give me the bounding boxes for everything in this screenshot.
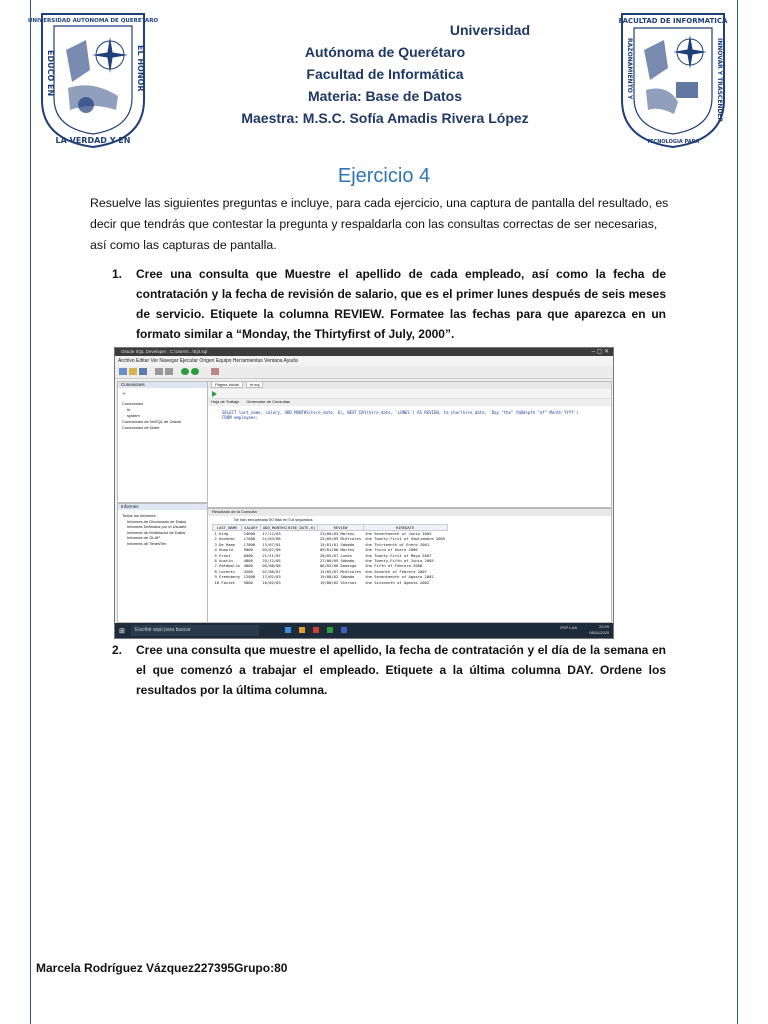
question-2-text: Cree una consulta que muestre el apellido, la fecha de contratación y el día de la semana en el que comenzó a trabajar el empleado. Etiquete a la última columna DAY. Ordene los resultados por la última columna. [136, 643, 666, 697]
results-cell: 24000 [243, 531, 256, 536]
results-cell: 4200 [243, 568, 253, 574]
results-cell: 4 Hunold [214, 547, 233, 553]
results-cell: 9 Greenberg [214, 574, 240, 580]
results-cell: 03/07/06 [262, 547, 281, 553]
svg-text:EL HONOR: EL HONOR [136, 45, 145, 92]
results-cell: 13/07/01 [262, 541, 281, 547]
results-cell: 6 Austin [214, 558, 233, 564]
results-cell: the Sixteenth of Agosto 2002 [365, 579, 430, 585]
language-indicator[interactable]: ESP LAA [560, 625, 577, 630]
taskbar-browser-icon[interactable] [313, 627, 319, 633]
question-1-number: 1. [112, 267, 123, 281]
question-1-text: Cree una consulta que Muestre el apellido de cada empleado, así como la fecha de contratación y la fecha de revisión de salario, que es el primer lunes después de seis meses de servicio. Etiquete la columna REVIEW. Formatee las fechas para que aparezca en un formato similar a “Monday, the Thirtyfirst of July, 2000”. [136, 267, 666, 341]
svg-text:UNIVERSIDAD AUTONOMA DE QUERET: UNIVERSIDAD AUTONOMA DE QUERETARO [27, 18, 159, 24]
results-cell: 17/12/03 [262, 531, 281, 536]
sql-developer-screenshot [114, 347, 614, 639]
results-cell: 4800 [243, 558, 253, 564]
clock-date[interactable]: 08/11/2020 [589, 630, 609, 635]
save-icon[interactable] [139, 368, 147, 375]
results-cell: the Twenty-First of Mayo 2007 [365, 552, 432, 558]
results-status: Se han recuperado 50 filas en 0.8 segundos [234, 517, 313, 522]
results-cell: 9000 [243, 547, 253, 553]
page-title: Ejercicio 4 [337, 165, 431, 187]
results-cell: 06/02/06 Domingo [319, 563, 357, 569]
menu-bar[interactable] [115, 356, 613, 366]
results-title[interactable]: Resultado de la Consulta [208, 509, 611, 516]
results-cell: 28/05/07 Lunes [319, 552, 352, 558]
report-olap[interactable]: Informes de OLAP [127, 535, 160, 541]
report-dictionary[interactable]: Informes de Diccionario de Datos [127, 518, 187, 524]
sql-editor[interactable]: SELECT last_name, salary, ADD_MONTHS(hire_date, 6), NEXT_DAY(hire_date, 'LUNES') AS REVIEW, to_char(hire_date, 'Day "the" fmDdspth "of" Month YYYY') FROM employees; [222, 410, 579, 421]
results-cell: 16/02/03 [262, 579, 281, 585]
results-cell: 07/08/07 [262, 568, 281, 574]
results-cell: 17000 [243, 536, 256, 542]
taskbar-chat-icon[interactable] [327, 627, 333, 633]
toolbar [115, 366, 613, 379]
taskbar-folder-icon[interactable] [299, 627, 305, 633]
connections-title: Conexiones [118, 382, 318, 388]
taskbar-app-icon[interactable] [285, 627, 291, 633]
results-panel [207, 508, 612, 623]
connections-root[interactable]: Conexiones [122, 401, 144, 406]
header-faculty: Facultad de Informática [306, 66, 464, 82]
results-row[interactable] [213, 574, 448, 579]
results-cell: the Twenty-Fifth of Junio 2005 [365, 558, 434, 564]
connection-cloud[interactable]: Conexiones de Nube [122, 425, 160, 430]
results-cell: 19/08/02 Viernes [319, 579, 357, 585]
intro-paragraph: Resuelve las siguientes preguntas e incluye, para cada ejercicio, una captura de pantalla del resultado, es decir que tendrás que contestar la pregunta y respaldarla con las consultas correctas de ser necesarias, así como las capturas de pantalla. [90, 196, 669, 252]
results-cell: the Seventh of Febrero 2007 [365, 568, 427, 574]
windows-taskbar [115, 623, 613, 638]
new-file-icon[interactable] [119, 368, 127, 375]
question-2-number: 2. [112, 643, 123, 657]
results-row[interactable] [213, 580, 448, 585]
results-cell: 2 Kochhar [214, 536, 236, 542]
tab-query-builder[interactable]: Generador de Consultas [246, 399, 290, 404]
results-cell: the Fifth of Febrero 2006 [365, 563, 423, 569]
report-all[interactable]: Todos los Informes [122, 513, 156, 518]
header-subject: Materia: Base de Datos [307, 88, 463, 104]
taskbar-word-icon[interactable] [341, 627, 347, 633]
menu-items[interactable]: Archivo Editar Ver Navegar Ejecutar Origen Equipo Herramientas Ventana Ayuda [118, 358, 298, 364]
results-cell: 12/02/07 Miércoles [319, 568, 362, 574]
run-statement-icon[interactable] [212, 391, 217, 397]
results-column-header[interactable]: LAST_NAME [213, 525, 242, 531]
results-cell: the Twenty-First of Septiembre 2005 [365, 536, 446, 542]
results-cell: the Thirteenth of Enero 2001 [365, 541, 430, 547]
results-cell: 23/06/03 Martes [319, 531, 355, 536]
results-body [213, 531, 448, 586]
reports-title: Informes [118, 504, 318, 510]
results-column-header[interactable]: ADD_MONTHS(HIRE_DATE,6) [260, 525, 318, 531]
results-cell: 25/09/05 Miércoles [319, 536, 362, 542]
results-column-header[interactable]: HIREDATE [363, 525, 447, 531]
results-cell: 21/11/07 [262, 552, 281, 558]
report-user[interactable]: Informes Definidos por el Usuario [127, 524, 187, 530]
clock-time[interactable]: 22:09 [598, 624, 609, 629]
results-cell: the Seventeenth of Junio 2003 [365, 531, 432, 536]
results-cell: 17000 [243, 541, 256, 547]
results-cell: 7 Pataballa [214, 563, 240, 569]
results-cell: 3 De Haan [214, 541, 236, 547]
report-timesten[interactable]: Informes de TimesTen [127, 540, 167, 546]
results-cell: 5 Ernst [214, 552, 231, 558]
results-cell: 4800 [243, 563, 253, 569]
results-cell: 8 Lorentz [214, 568, 236, 574]
results-cell: 05/08/06 [262, 563, 281, 569]
results-cell: 1 King [214, 531, 229, 536]
window-title: Oracle SQL Developer : C:\Users\...\Ej4.sql [121, 349, 208, 354]
svg-text:FACULTAD DE INFORMATICA: FACULTAD DE INFORMATICA [618, 17, 728, 25]
results-cell: 6000 [243, 552, 253, 558]
tab-worksheet[interactable]: Hoja de Trabajo [211, 399, 240, 404]
tab-start-page[interactable]: Página Inicial [211, 381, 243, 388]
windows-start-icon[interactable]: ⊞ [119, 628, 125, 635]
results-cell: the Seventeenth of Agosto 2002 [365, 574, 434, 580]
window-controls-icon[interactable]: – ▢ ✕ [591, 349, 609, 355]
header-university: Universidad [449, 22, 530, 38]
connection-hr[interactable]: hr [127, 407, 131, 412]
header-block [200, 19, 570, 129]
results-column-header[interactable]: REVIEW [318, 525, 363, 531]
svg-text:TECNOLOGIA PARA: TECNOLOGIA PARA [646, 139, 700, 145]
results-cell: 12008 [243, 574, 256, 580]
svg-text:INNOVAR Y TRASCENDER: INNOVAR Y TRASCENDER [716, 38, 723, 123]
results-cell: 17/02/03 [262, 574, 281, 580]
results-cell: 25/12/05 [262, 558, 281, 564]
back-icon[interactable] [181, 368, 189, 375]
forward-icon[interactable] [191, 368, 199, 375]
student-footer: Marcela Rodríguez Vázquez227395Grupo:80 [36, 961, 288, 975]
results-cell: 19/08/02 Sábado [319, 574, 355, 580]
connection-system[interactable]: system [127, 413, 140, 418]
university-seal-logo [27, 10, 159, 150]
open-folder-icon[interactable] [129, 368, 137, 375]
tab-hr-sql[interactable]: hr.sql [246, 381, 264, 388]
header-teacher: Maestra: M.S.C. Sofía Amadis Rivera López [241, 110, 529, 126]
undo-icon[interactable] [155, 368, 163, 375]
results-cell: 21/03/06 [262, 536, 281, 542]
svg-text:LA VERDAD Y EN: LA VERDAD Y EN [55, 136, 131, 145]
results-cell: 09/01/06 Martes [319, 547, 355, 553]
results-cell: 27/06/05 Sábado [319, 558, 355, 564]
faculty-seal-logo [618, 10, 728, 150]
report-modeler[interactable]: Informes de Modelador de Datos [127, 529, 186, 535]
header-autonoma: Autónoma de Querétaro [304, 44, 466, 60]
add-connection-icon[interactable]: + [122, 391, 127, 398]
results-row[interactable] [213, 547, 448, 552]
results-cell: the Third of Enero 2006 [365, 547, 418, 553]
connection-nosql[interactable]: Conexiones de NoSQL de Oracle [122, 419, 182, 424]
results-table[interactable] [212, 524, 448, 585]
results-column-header[interactable]: SALARY [242, 525, 261, 531]
results-cell: 15/01/01 Sábado [319, 541, 355, 547]
taskbar-search-input[interactable]: Escribir aquí para buscar [135, 627, 191, 633]
svg-text:RAZONAMIENTO Y: RAZONAMIENTO Y [626, 38, 633, 100]
window-titlebar [115, 348, 613, 356]
svg-text:EDUCO EN: EDUCO EN [46, 50, 55, 97]
results-cell: 9000 [243, 579, 253, 585]
results-cell: 10 Faviet [214, 579, 236, 585]
worksheet-panel [207, 381, 612, 508]
run-icon[interactable] [211, 368, 219, 375]
redo-icon[interactable] [165, 368, 173, 375]
